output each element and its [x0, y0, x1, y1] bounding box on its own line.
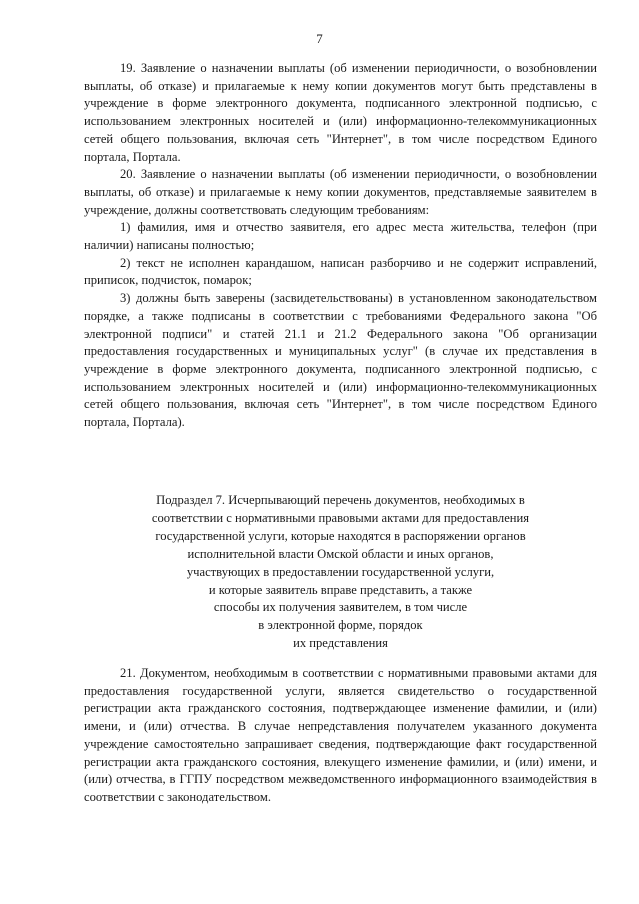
heading-line: исполнительной власти Омской области и иных органов,: [187, 546, 494, 561]
requirement-3: 3) должны быть заверены (засвидетельствованы) в установленном законодательством порядке, а также подписаны в соответствии с требованиями Федерального закона "Об электронной подписи" и статей 21.1 и 21.2 Федерального закона "Об организации предоставления государственных и муниципальных услуг" (в случае их представления в учреждение в форме электронного документа, подписанного электронной подписью, с использованием электронных носителей и (или) информационно-телекоммуникационных сетей общего пользования, включая сеть "Интернет", в том числе посредством Единого портала, Портала).: [84, 291, 597, 430]
subsection-7-heading: [84, 492, 597, 653]
top-paragraphs: [84, 60, 597, 432]
requirement-2: 2) текст не исполнен карандашом, написан разборчиво и не содержит исправлений, приписок, подчисток, помарок;: [84, 255, 597, 288]
heading-line: способы их получения заявителем, в том числе: [213, 600, 468, 615]
heading-line: их представления: [293, 636, 388, 651]
heading-line: и которые заявитель вправе представить, а также: [208, 582, 473, 597]
heading-line: соответствии с нормативными правовыми актами для предоставления: [151, 510, 530, 525]
bottom-paragraphs: [84, 665, 597, 807]
heading-line: Подраздел 7. Исчерпывающий перечень документов, необходимых в: [156, 493, 525, 507]
paragraph-20: 20. Заявление о назначении выплаты (об изменении периодичности, о возобновлении выплаты, об отказе) и прилагаемые к нему копии документов, представляемые заявителем в учреждение, должны соответствовать следующим требованиям:: [84, 167, 597, 217]
heading-line: участвующих в предоставлении государственной услуги,: [186, 564, 495, 579]
requirement-1: 1) фамилия, имя и отчество заявителя, его адрес места жительства, телефон (при наличии) написаны полностью;: [84, 220, 597, 253]
paragraph-21: 21. Документом, необходимым в соответствии с нормативными правовыми актами для предоставления государственной услуги, является свидетельство о государственной регистрации акта гражданского состояния, подтверждающее изменение фамилии, и (или) имени, и (или) отчества. В случае непредставления получателем указанного документа учреждение самостоятельно запрашивает сведения, подтверждающие факт государственной регистрации акта гражданского состояния, влекущего изменение фамилии, и (или) имени, и (или) отчества, в ГГПУ посредством межведомственного информационного взаимодействия в соответствии с законодательством.: [84, 666, 597, 804]
heading-line: в электронной форме, порядок: [258, 618, 423, 633]
page-number: 7: [316, 31, 323, 46]
heading-line: государственной услуги, которые находятся в распоряжении органов: [155, 528, 526, 543]
paragraph-19: 19. Заявление о назначении выплаты (об изменении периодичности, о возобновлении выплаты, об отказе) и прилагаемые к нему копии документов могут быть представлены в учреждение в форме электронного документа, подписанного электронной подписью, с использованием электронных носителей и (или) информационно-телекоммуникационных сетей общего пользования, включая сеть "Интернет", в том числе посредством Единого портала, Портала.: [84, 61, 597, 164]
